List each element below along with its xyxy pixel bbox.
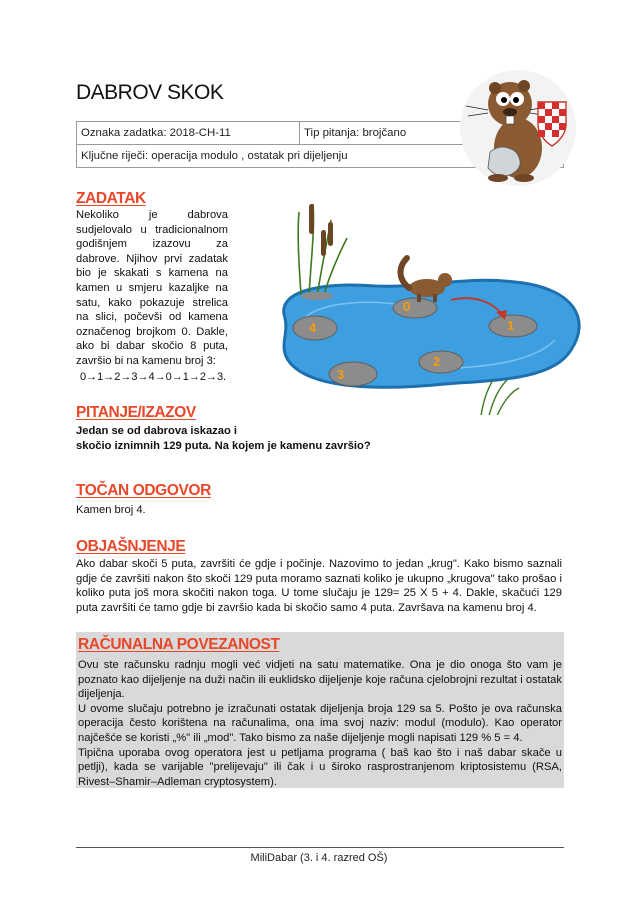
pitanje-line-1: Jedan se od dabrova iskazao i — [76, 425, 238, 437]
objasnjenje-heading: OBJAŠNJENJE — [76, 538, 186, 555]
footer-rule — [76, 847, 564, 848]
racunalna-p1: Ovu ste računsku radnju mogli već vidjeti na satu matematike. Ona je dio onoga što vam je poznato kao dijeljenje na duži način ili euklidsko dijeljenje koje računa cjelobrojni rezultat i ostatak dijeljenja. — [78, 659, 562, 701]
racunalna-p2: U ovome slučaju potrebno je izračunati ostatak dijeljenja broja 129 sa 5. Pošto je ova računska operacija često korištena na računalima, ona ima svoj naziv: modul (modulo). Kao operator najčešće se koristi „%" ili „mod". Tako bismo za naše dijeljenje mogli napisati 129 % 5 = 4. — [78, 702, 562, 744]
racunalna-text — [78, 658, 562, 789]
objasnjenje-text: Ako dabar skoči 5 puta, završiti će gdje i počinje. Nazovimo to jedan „krug". Kako bismo saznali gdje će završiti nakon što skoči 129 puta moramo saznati koliko je ukupno „krugova" tako prošao i koliko puta još mora skočiti nakon toga. U tome slučaju je 129= 25 X 5 + 4. Dakle, skačući 129 puta završiti će tamo gdje bi završio kada bi skočio samo 4 puta. Završava na kamenu broj 4. — [76, 558, 562, 614]
keywords: Ključne riječi: operacija modulo , ostatak pri dijeljenju — [77, 145, 564, 168]
pitanje-heading: PITANJE/IZAZOV — [76, 404, 196, 421]
stone-label-4: 4 — [309, 320, 317, 335]
pond-illustration — [255, 190, 585, 415]
stone-label-0: 0 — [403, 299, 411, 314]
racunalna-heading: RAČUNALNA POVEZANOST — [78, 636, 280, 653]
task-id: Oznaka zadatka: 2018-CH-11 — [77, 122, 300, 145]
odgovor-heading: TOČAN ODGOVOR — [76, 482, 211, 499]
zadatak-text: Nekoliko je dabrova sudjelovalo u tradicionalnom godišnjem izazovu za dabrove. Njihov prvi zadatak bio je skakati s kamena na kamen u smjeru kazaljke na satu, kako pokazuje strelica na slici, počevši od kamena označenog brojkom 0. Dakle, ako bi dabar skočio 8 puta, završio bi na kamenu broj 3: — [76, 209, 228, 367]
stone-label-3: 3 — [337, 367, 345, 382]
jump-sequence: 0→1→2→3→4→0→1→2→3. — [80, 371, 227, 383]
stone-label-2: 2 — [433, 354, 441, 369]
stone-label-1: 1 — [507, 318, 515, 333]
odgovor-text: Kamen broj 4. — [76, 504, 146, 516]
racunalna-box — [76, 632, 564, 788]
zadatak-heading: ZADATAK — [76, 190, 146, 207]
racunalna-p3: Tipična uporaba ovog operatora jest u petljama programa ( baš kao što i naš dabar skače u petlji), kada se varijable "prelijevaju" ili čak i u široko rasprostranjenom kriptosistemu (RSA, Rivest–Shamir–Adleman cryptosystem). — [78, 746, 562, 788]
page-footer: MiliDabar (3. i 4. razred OŠ) — [250, 852, 388, 864]
beaver-logo-icon — [458, 66, 578, 188]
question-type: Tip pitanja: brojčano — [300, 122, 564, 145]
pitanje-line-2: skočio iznimnih 129 puta. Na kojem je kamenu završio? — [76, 440, 371, 452]
page-title: DABROV SKOK — [76, 81, 224, 104]
